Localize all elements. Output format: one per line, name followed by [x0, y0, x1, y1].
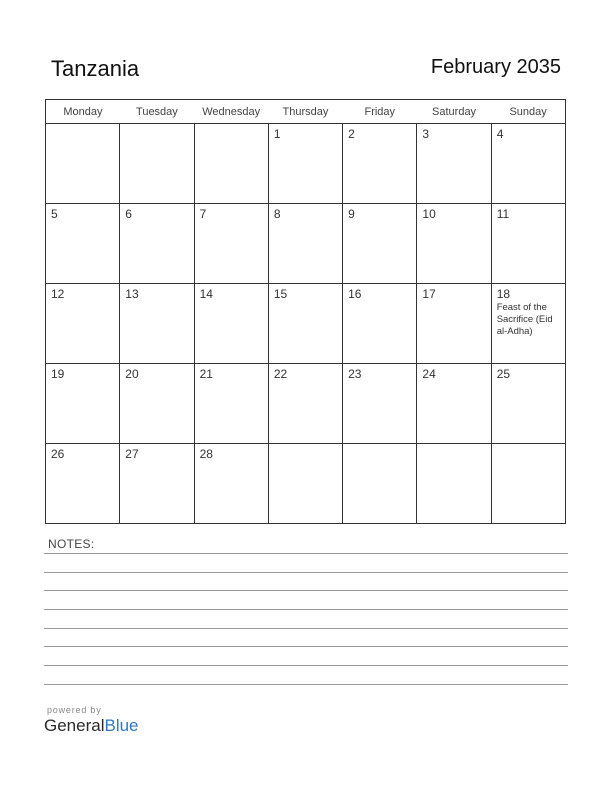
weekday-friday: Friday: [343, 100, 417, 124]
day-number: 20: [125, 367, 139, 381]
weekday-thursday: Thursday: [268, 100, 342, 124]
country-title: Tanzania: [51, 56, 140, 81]
day-cell: [268, 204, 342, 284]
day-cell: [194, 124, 268, 204]
day-cell: [194, 444, 268, 524]
note-line: [44, 609, 568, 610]
day-cell-holiday: [491, 284, 565, 364]
day-cell: [268, 444, 342, 524]
week-row: [46, 284, 566, 364]
day-number: 24: [422, 367, 436, 381]
day-number: 15: [273, 287, 288, 301]
day-cell: [120, 124, 194, 204]
generalblue-logo: [44, 716, 139, 736]
day-cell: [343, 124, 417, 204]
weekday-saturday: Saturday: [417, 100, 491, 124]
note-line: [44, 590, 568, 591]
day-cell: [417, 204, 491, 284]
note-line: [44, 684, 568, 685]
day-number: 26: [51, 447, 65, 461]
day-cell: [343, 284, 417, 364]
day-number: 25: [496, 367, 511, 381]
day-number: 8: [273, 207, 281, 221]
day-cell: [46, 284, 120, 364]
weekday-wednesday: Wednesday: [194, 100, 268, 124]
note-line: [44, 665, 568, 666]
day-number: 5: [51, 207, 58, 221]
day-number: 23: [348, 367, 362, 381]
day-number: 11: [496, 207, 510, 221]
day-cell: [46, 364, 120, 444]
day-cell: [46, 124, 120, 204]
day-cell: [46, 444, 120, 524]
day-cell: [120, 444, 194, 524]
day-number: 19: [51, 367, 65, 381]
day-number: 16: [348, 287, 362, 301]
note-line: [44, 572, 568, 573]
day-cell: [417, 284, 491, 364]
day-cell: [268, 284, 342, 364]
day-number: 4: [496, 127, 504, 141]
day-number: 2: [348, 127, 355, 141]
day-number: 22: [273, 367, 288, 381]
week-row: [46, 444, 566, 524]
month-year-title: February 2035: [430, 56, 561, 78]
day-cell: [343, 204, 417, 284]
day-cell: [268, 124, 342, 204]
day-cell: [343, 444, 417, 524]
weekday-monday: Monday: [46, 100, 120, 124]
day-cell: [194, 364, 268, 444]
day-number: 9: [348, 207, 355, 221]
day-number: 14: [199, 287, 213, 301]
brand-blue: Blue: [104, 716, 139, 735]
day-number: 13: [125, 287, 139, 301]
note-line: [44, 553, 568, 554]
day-cell: [491, 124, 565, 204]
day-number: 17: [422, 287, 436, 301]
note-line: [44, 628, 568, 629]
day-cell: [417, 364, 491, 444]
weekday-header-row: [46, 100, 566, 124]
day-cell: [343, 364, 417, 444]
weekday-sunday: Sunday: [491, 100, 565, 124]
day-cell: [120, 364, 194, 444]
day-cell: [194, 204, 268, 284]
day-cell: [491, 444, 565, 524]
day-cell: [120, 284, 194, 364]
day-number: 18: [496, 287, 511, 301]
day-number: 10: [422, 207, 436, 221]
day-number: 27: [125, 447, 139, 461]
day-number: 3: [422, 127, 430, 141]
note-line: [44, 646, 568, 647]
day-number: 7: [199, 207, 207, 221]
day-number: 12: [51, 287, 65, 301]
day-number: 21: [199, 367, 213, 381]
day-cell: [120, 204, 194, 284]
day-number: 28: [199, 447, 213, 461]
day-cell: [268, 364, 342, 444]
brand-general: General: [44, 716, 105, 735]
day-cell: [194, 284, 268, 364]
day-cell: [417, 444, 491, 524]
day-cell: [46, 204, 120, 284]
week-row: [46, 364, 566, 444]
powered-by-label: powered by: [47, 705, 102, 715]
day-cell: [417, 124, 491, 204]
week-row: [46, 204, 566, 284]
notes-label: NOTES:: [48, 537, 95, 551]
day-number: 6: [125, 207, 132, 221]
day-cell: [491, 364, 565, 444]
week-row: [46, 124, 566, 204]
holiday-label: Feast of the Sacrifice (Eid al-Adha): [496, 302, 553, 337]
weekday-tuesday: Tuesday: [120, 100, 194, 124]
day-cell: [491, 204, 565, 284]
day-number: 1: [273, 127, 281, 141]
calendar-grid: [45, 99, 566, 524]
